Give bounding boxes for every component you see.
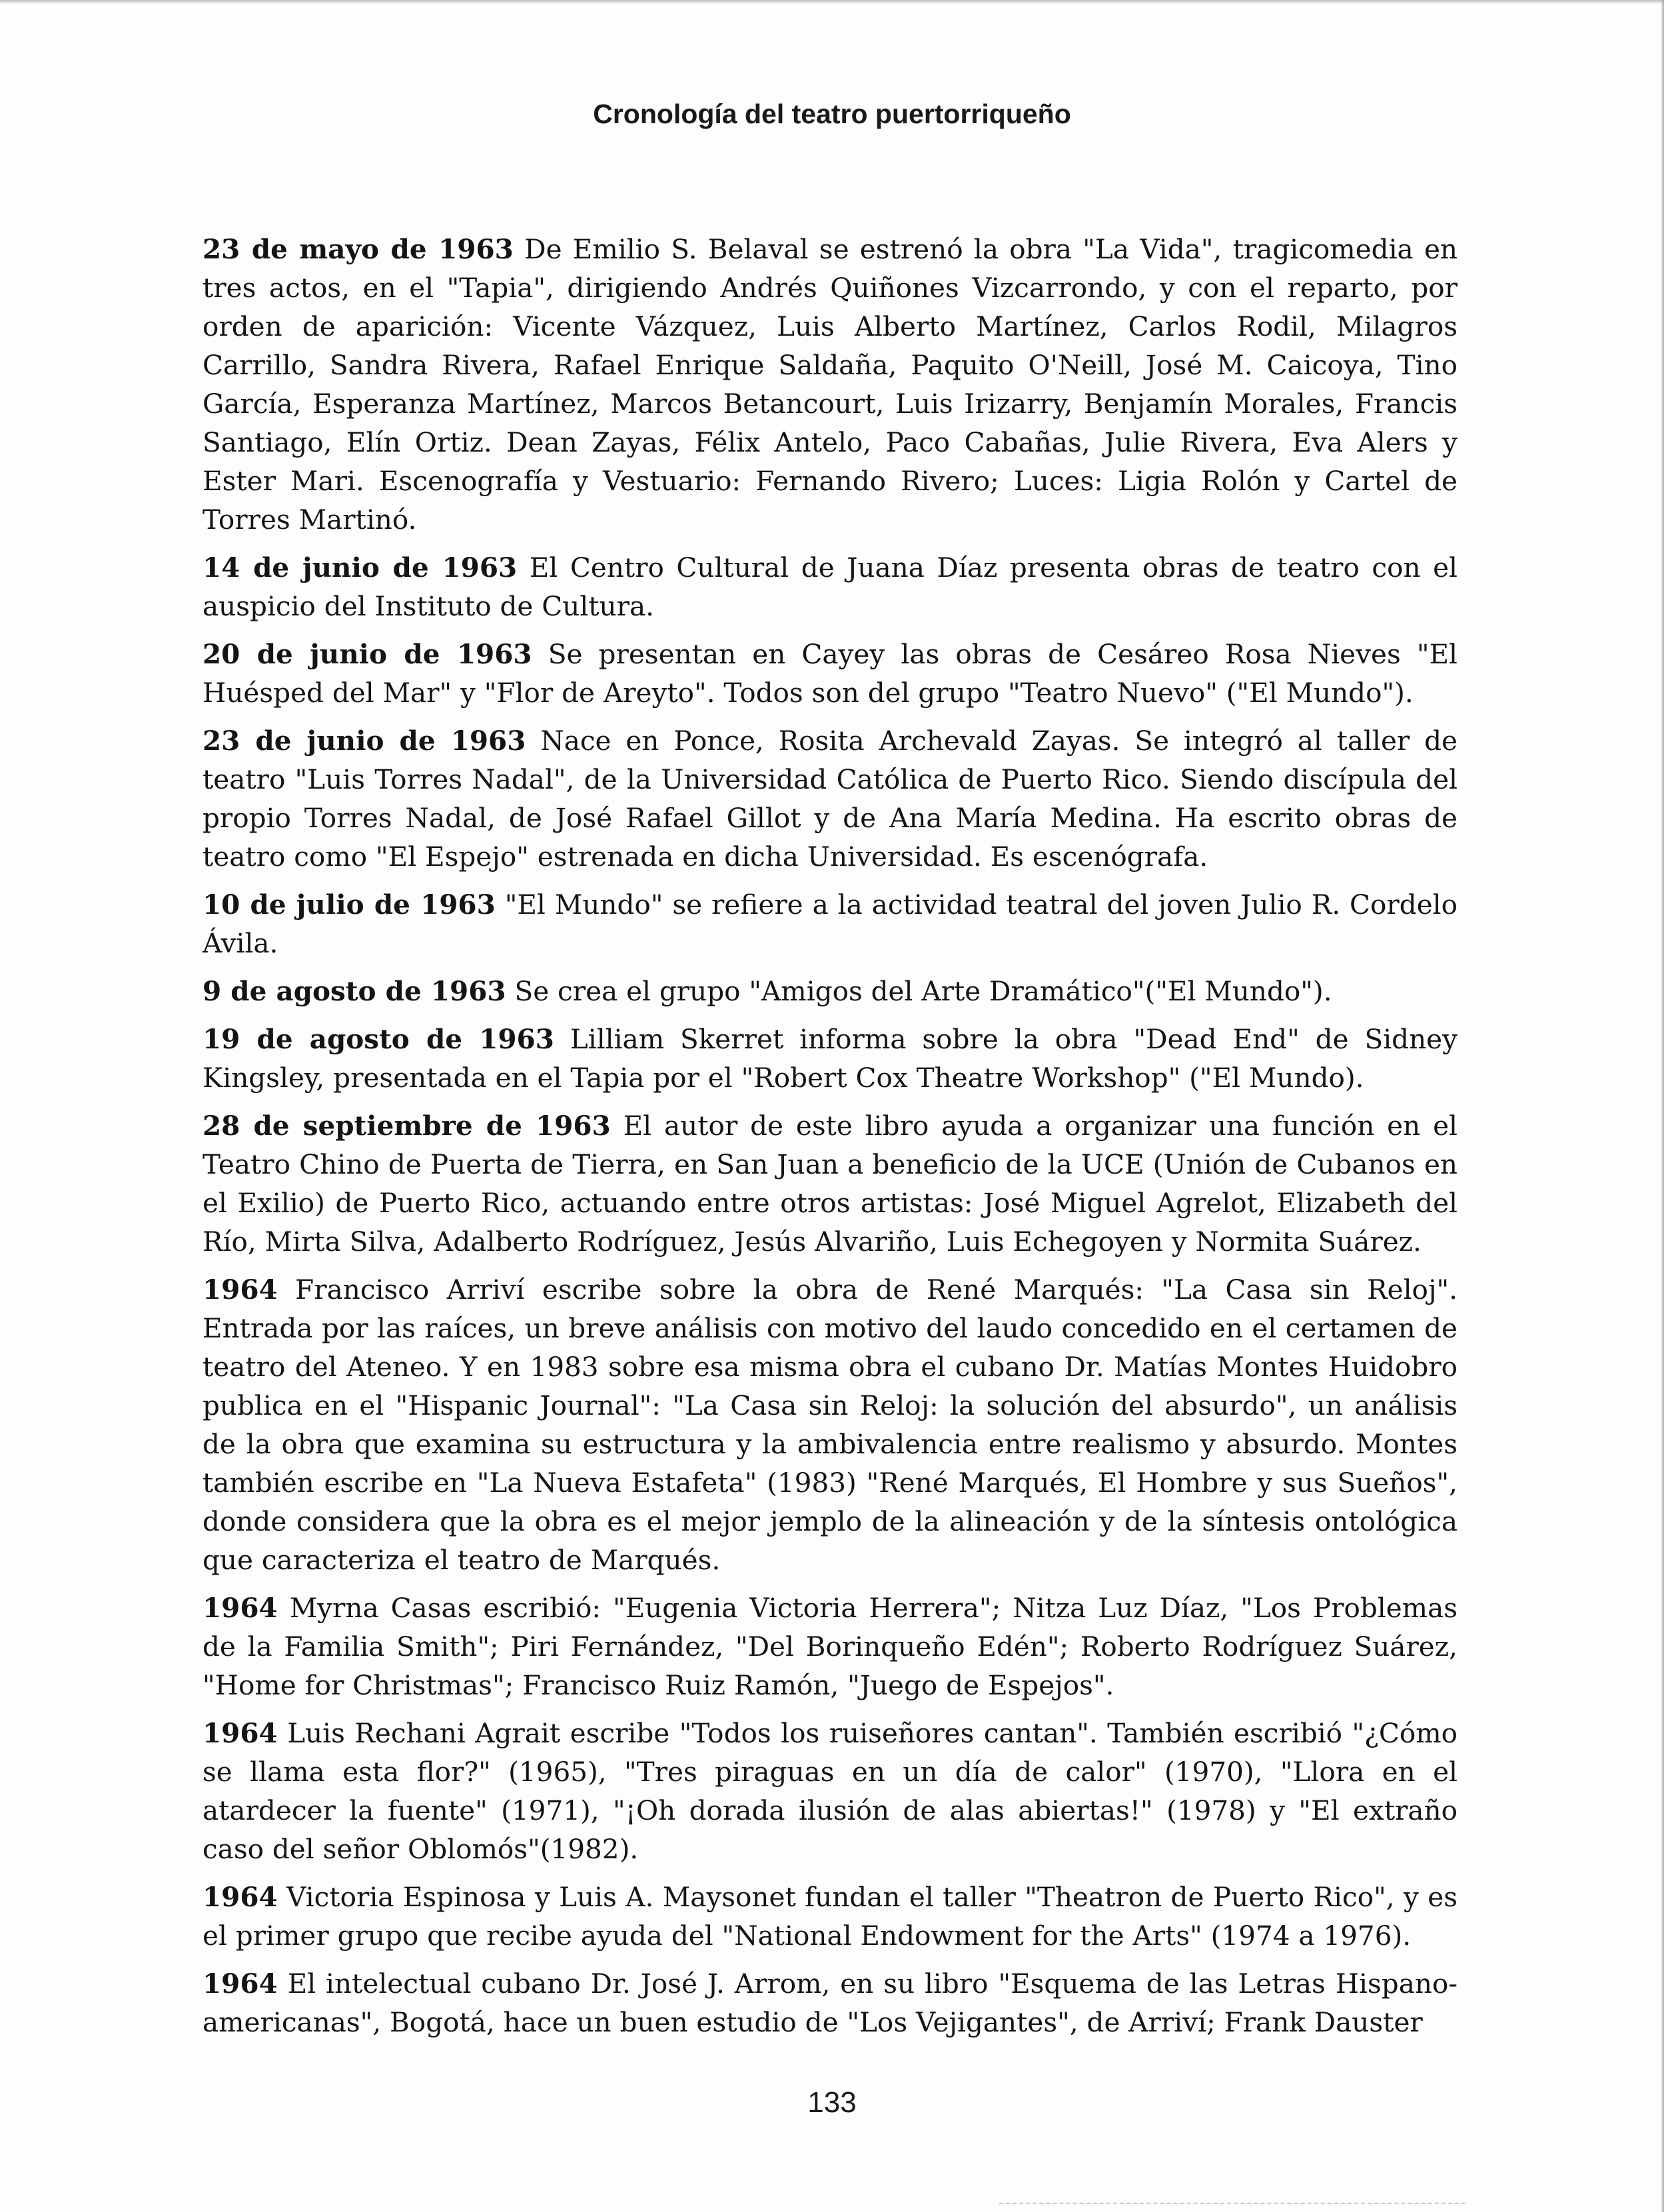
- scan-edge-top: [0, 0, 1664, 4]
- running-header: Cronología del teatro puertorriqueño: [593, 99, 1071, 129]
- chronology-entry: [203, 1964, 1457, 2041]
- entry-date: 1964: [203, 1968, 278, 2000]
- entry-text: Francisco Arriví escribe sobre la obra de René Marqués: "La Casa sin Reloj". Entrada por las raíces, un breve análisis con motivo del laudo concedido en el certamen de teatro del Ateneo. Y en 1983 sobre esa misma obra el cubano Dr. Matías Montes Huidobro publica en el "Hispanic Journal": "La Casa sin Reloj: la solución del absurdo", un análisis de la obra que examina su estructura y la ambivalencia entre realismo y absurdo. Montes también escribe en "La Nueva Estafeta" (1983) "René Marqués, El Hombre y sus Sueños", donde considera que la obra es el mejor jemplo de la alineación y de la síntesis ontológica que caracteriza el teatro de Marqués.: [203, 1274, 1457, 1576]
- chronology-body: [203, 230, 1457, 2051]
- chronology-entry: [203, 548, 1457, 625]
- chronology-entry: [203, 1878, 1457, 1955]
- entry-date: 20 de junio de 1963: [203, 638, 532, 670]
- scan-edge-bottom: [999, 2203, 1465, 2205]
- chronology-entry: [203, 1270, 1457, 1579]
- entry-date: 1964: [203, 1274, 278, 1305]
- chronology-entry: [203, 1714, 1457, 1868]
- chronology-entry: [203, 885, 1457, 962]
- entry-text: Nace en Ponce, Rosita Archevald Zayas. Se integró al taller de teatro "Luis Torres Nadal", de la Universidad Católica de Puerto Rico. Siendo discípula del propio Torres Nadal, de José Rafael Gillot y de Ana María Medina. Ha escrito obras de teatro como "El Espejo" estrenada en dicha Universidad. Es escenógrafa.: [203, 725, 1458, 873]
- chronology-entry: [203, 1020, 1457, 1097]
- chronology-entry: [203, 1106, 1457, 1261]
- entry-date: 10 de julio de 1963: [203, 889, 496, 921]
- page-number: 133: [807, 2086, 857, 2119]
- entry-date: 14 de junio de 1963: [203, 552, 518, 583]
- entry-text: Victoria Espinosa y Luis A. Maysonet fundan el taller "Theatron de Puerto Rico", y es el primer grupo que recibe ayuda del "National Endowment for the Arts" (1974 a 1976).: [203, 1881, 1457, 1952]
- chronology-entry: [203, 1589, 1457, 1704]
- entry-text: Lilliam Skerret informa sobre la obra "Dead End" de Sidney Kingsley, presentada en el Tapia por el "Robert Cox Theatre Workshop" ("El Mundo).: [203, 1023, 1458, 1094]
- entry-text: El intelectual cubano Dr. José J. Arrom, en su libro "Esquema de las Letras Hispano-americanas", Bogotá, hace un buen estudio de "Los Vejigantes", de Arriví; Frank Dauster: [203, 1968, 1458, 2038]
- scan-edge-right: [1661, 0, 1664, 2212]
- entry-date: 1964: [203, 1881, 278, 1913]
- entry-date: 9 de agosto de 1963: [203, 975, 506, 1007]
- entry-text: Se crea el grupo "Amigos del Arte Dramático"("El Mundo").: [514, 975, 1332, 1007]
- entry-text: Luis Rechani Agrait escribe "Todos los ruiseñores cantan". También escribió "¿Cómo se llama esta flor?" (1965), "Tres piraguas en un día de calor" (1970), "Llora en el atardecer la fuente" (1971), "¡Oh dorada ilusión de alas abiertas!" (1978) y "El extraño caso del señor Oblomós"(1982).: [203, 1717, 1458, 1865]
- entry-text: Myrna Casas escribió: "Eugenia Victoria Herrera"; Nitza Luz Díaz, "Los Problemas de la Familia Smith"; Piri Fernández, "Del Borinqueño Edén"; Roberto Rodríguez Suárez, "Home for Christmas"; Francisco Ruiz Ramón, "Juego de Espejos".: [203, 1592, 1458, 1701]
- chronology-entry: [203, 721, 1457, 876]
- entry-date: 23 de junio de 1963: [203, 725, 526, 757]
- entry-text: De Emilio S. Belaval se estrenó la obra "La Vida", tragicomedia en tres actos, en el "Tapia", dirigiendo Andrés Quiñones Vizcarrondo, y con el reparto, por orden de aparición: Vicente Vázquez, Luis Alberto Martínez, Carlos Rodil, Milagros Carrillo, Sandra Rivera, Rafael Enrique Saldaña, Paquito O'Neill, José M. Caicoya, Tino García, Esperanza Martínez, Marcos Betancourt, Luis Irizarry, Benjamín Morales, Francis Santiago, Elín Ortiz. Dean Zayas, Félix Antelo, Paco Cabañas, Julie Rivera, Eva Alers y Ester Mari. Escenografía y Vestuario: Fernando Rivero; Luces: Ligia Rolón y Cartel de Torres Martinó.: [203, 233, 1457, 536]
- entry-date: 23 de mayo de 1963: [203, 233, 514, 265]
- entry-text: El autor de este libro ayuda a organizar una función en el Teatro Chino de Puerta de Tierra, en San Juan a beneficio de la UCE (Unión de Cubanos en el Exilio) de Puerto Rico, actuando entre otros artistas: José Miguel Agrelot, Elizabeth del Río, Mirta Silva, Adalberto Rodríguez, Jesús Alvariño, Luis Echegoyen y Normita Suárez.: [203, 1110, 1458, 1258]
- entry-text: Se presentan en Cayey las obras de Cesáreo Rosa Nieves "El Huésped del Mar" y "Flor de Areyto". Todos son del grupo "Teatro Nuevo" ("El Mundo").: [203, 638, 1458, 709]
- entry-date: 1964: [203, 1717, 278, 1749]
- chronology-entry: [203, 972, 1457, 1010]
- entry-date: 1964: [203, 1592, 278, 1624]
- chronology-entry: [203, 230, 1457, 539]
- chronology-entry: [203, 635, 1457, 712]
- entry-text: El Centro Cultural de Juana Díaz presenta obras de teatro con el auspicio del Instituto de Cultura.: [203, 552, 1457, 622]
- entry-date: 28 de septiembre de 1963: [203, 1110, 611, 1142]
- entry-text: "El Mundo" se refiere a la actividad teatral del joven Julio R. Cordelo Ávila.: [203, 889, 1457, 959]
- entry-date: 19 de agosto de 1963: [203, 1023, 554, 1055]
